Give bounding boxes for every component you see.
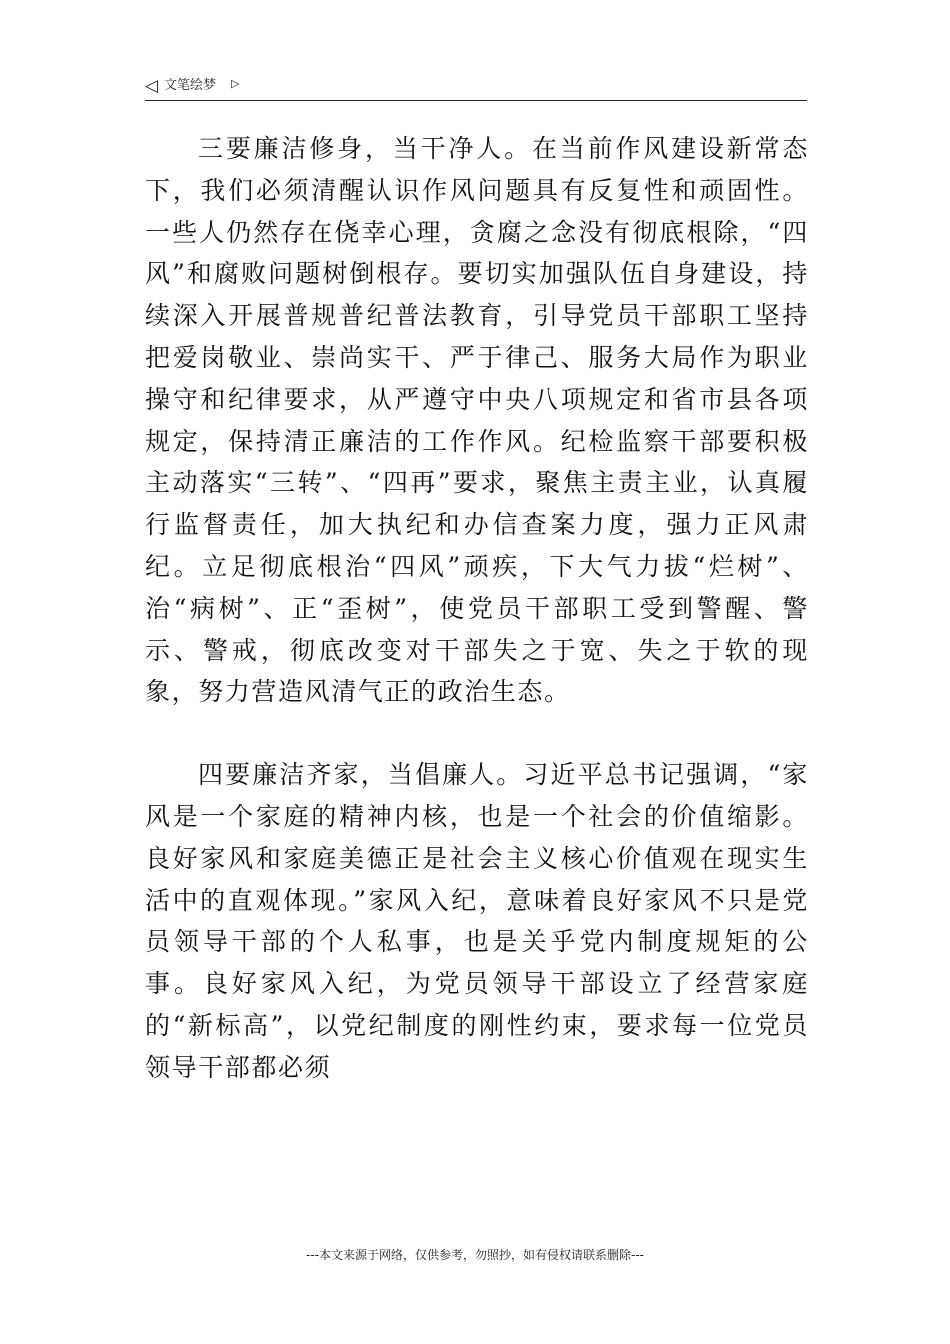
- page-header: [145, 74, 807, 101]
- footer-disclaimer: ---本文来源于网络，仅供参考，勿照抄，如有侵权请联系删除---: [306, 1248, 644, 1262]
- document-body: [145, 128, 809, 1089]
- paragraph-integrity-self: 三要廉洁修身，当干净人。在当前作风建设新常态下，我们必须清醒认识作风问题具有反复性和顽固性。一些人仍然存在侥幸心理，贪腐之念没有彻底根除，“四风”和腐败问题树倒根存。要切实加强队伍自身建设，持续深入开展普规普纪普法教育，引导党员干部职工坚持把爱岗敬业、崇尚实干、严于律己、服务大局作为职业操守和纪律要求，从严遵守中央八项规定和省市县各项规定，保持清正廉洁的工作作风。纪检监察干部要积极主动落实“三转”、“四再”要求，聚焦主责主业，认真履行监督责任，加大执纪和办信查案力度，强力正风肃纪。立足彻底根治“四风”顽疾，下大气力拔“烂树”、治“病树”、正“歪树”，使党员干部职工受到警醒、警示、警戒，彻底改变对干部失之于宽、失之于软的现象，努力营造风清气正的政治生态。: [145, 134, 809, 707]
- left-triangle-icon: ◁: [145, 76, 159, 96]
- paragraph-integrity-family: 四要廉洁齐家，当倡廉人。习近平总书记强调，“家风是一个家庭的精神内核，也是一个社会的价值缩影。良好家风和家庭美德正是社会主义核心价值观在现实生活中的直观体现。”家风入纪，意味着良好家风不只是党员领导干部的个人私事，也是关乎党内制度规矩的公事。良好家风入纪，为党员领导干部设立了经营家庭的“新标高”，以党纪制度的刚性约束，要求每一位党员领导干部都必须: [145, 760, 809, 1082]
- right-triangle-icon: ▷: [231, 77, 240, 90]
- header-title: 文笔绘梦: [164, 78, 217, 93]
